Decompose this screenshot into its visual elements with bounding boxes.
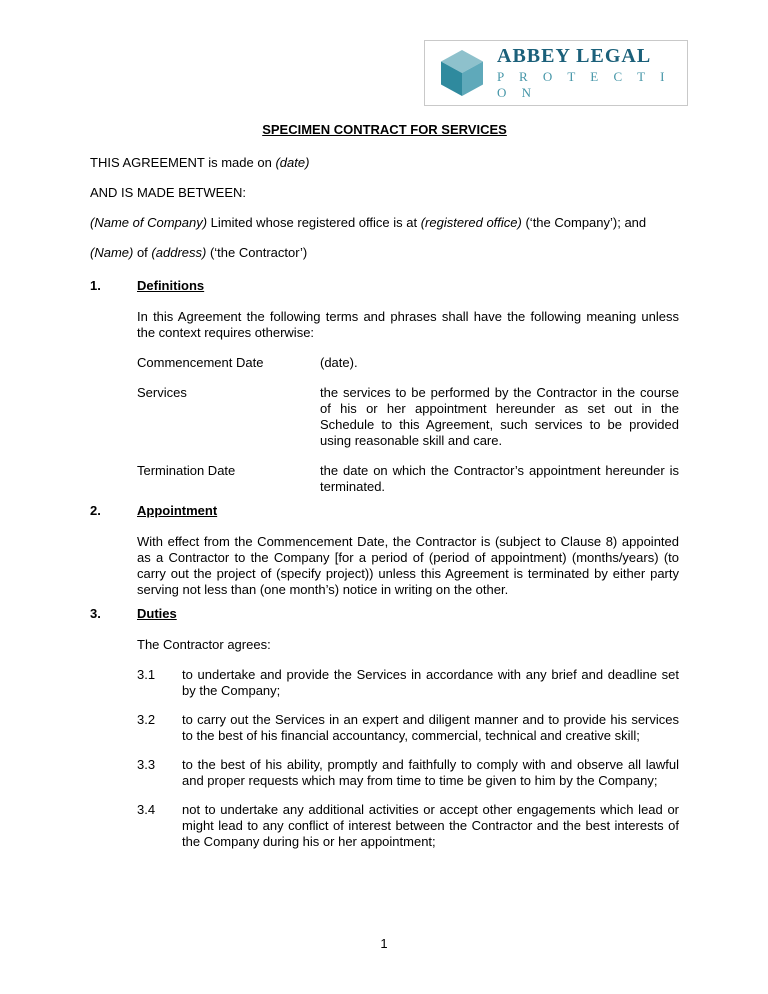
clause-text: to undertake and provide the Services in accordance with any brief and deadline set by the Company; [182, 667, 679, 698]
made-on-paragraph [90, 155, 679, 171]
definition-text: the services to be performed by the Contractor in the course of his or her appointment hereunder as set out in the Schedule to this Agreement, such services to be provided using reasonable skill and care. [320, 385, 679, 448]
clause-row [137, 757, 679, 789]
clause-text: to the best of his ability, promptly and faithfully to comply with and observe all lawful and proper requests which may from time to time be given to him by the Company; [182, 757, 679, 788]
definition-text: (date). [320, 355, 358, 370]
clause-number: 3.3 [137, 757, 156, 772]
clause-number: 3.2 [137, 712, 156, 727]
contractor-name-placeholder: (Name) [90, 245, 134, 260]
between-paragraph: AND IS MADE BETWEEN: [90, 185, 247, 200]
definition-term: Services [137, 385, 187, 400]
definition-term: Commencement Date [137, 355, 264, 370]
duties-intro: The Contractor agrees: [137, 637, 271, 652]
clause-number: 3.1 [137, 667, 156, 682]
definition-row [137, 355, 679, 371]
company-paragraph [90, 215, 679, 231]
clause-text: to carry out the Services in an expert and diligent manner and to provide his services to the best of his financial accountancy, commercial, technical and creative skill; [182, 712, 679, 743]
document-title: SPECIMEN CONTRACT FOR SERVICES [262, 122, 507, 137]
clause-row [137, 667, 679, 699]
company-text: Limited whose registered office is at [207, 215, 421, 230]
cube-icon [439, 48, 485, 98]
company-suffix: (‘the Company’); and [521, 215, 647, 230]
section-1-number: 1. [90, 278, 101, 293]
registered-office-placeholder: (registered office) [420, 215, 522, 230]
section-2-number: 2. [90, 503, 101, 518]
section-1-body [137, 309, 679, 495]
company-name-placeholder: (Name of Company) [90, 215, 208, 230]
contractor-text: of [133, 245, 152, 260]
contractor-suffix: (‘the Contractor’) [206, 245, 308, 260]
definition-row [137, 385, 679, 449]
contractor-paragraph [90, 245, 679, 261]
definition-text: the date on which the Contractor’s appointment hereunder is terminated. [320, 463, 679, 494]
section-1-heading [90, 278, 679, 294]
logo-text [497, 45, 673, 101]
address-placeholder: (address) [151, 245, 207, 260]
definitions-intro: In this Agreement the following terms and phrases shall have the following meaning unless the context requires otherwise: [137, 309, 679, 340]
definition-row [137, 463, 679, 495]
document-body [90, 122, 679, 863]
abbey-legal-logo [424, 40, 688, 106]
appointment-paragraph: With effect from the Commencement Date, the Contractor is (subject to Clause 8) appointed as a Contractor to the Company [for a period of (period of appointment) (months/years) (to carry out the project of (specify project)) unless this Agreement is terminated by either party serving not less than (one month’s) notice in writing on the other. [137, 534, 679, 597]
section-3-title: Duties [137, 606, 177, 621]
section-3-body [137, 637, 679, 850]
clause-number: 3.4 [137, 802, 156, 817]
section-1-title: Definitions [137, 278, 205, 293]
clause-row [137, 802, 679, 850]
section-2-heading [90, 503, 679, 519]
date-placeholder: (date) [275, 155, 310, 170]
clause-text: not to undertake any additional activities or accept other engagements which lead or might lead to any conflict of interest between the Contractor and the best interests of the Company during his or her appointment; [182, 802, 679, 849]
section-3-heading [90, 606, 679, 622]
definition-term: Termination Date [137, 463, 236, 478]
section-3-number: 3. [90, 606, 101, 621]
section-2-title: Appointment [137, 503, 218, 518]
page-number: 1 [380, 936, 388, 951]
clause-row [137, 712, 679, 744]
section-2-body [137, 534, 679, 598]
logo-subtitle: P R O T E C T I O N [497, 69, 671, 100]
logo-name: ABBEY LEGAL [497, 45, 652, 67]
made-on-text: THIS AGREEMENT is made on [90, 155, 276, 170]
